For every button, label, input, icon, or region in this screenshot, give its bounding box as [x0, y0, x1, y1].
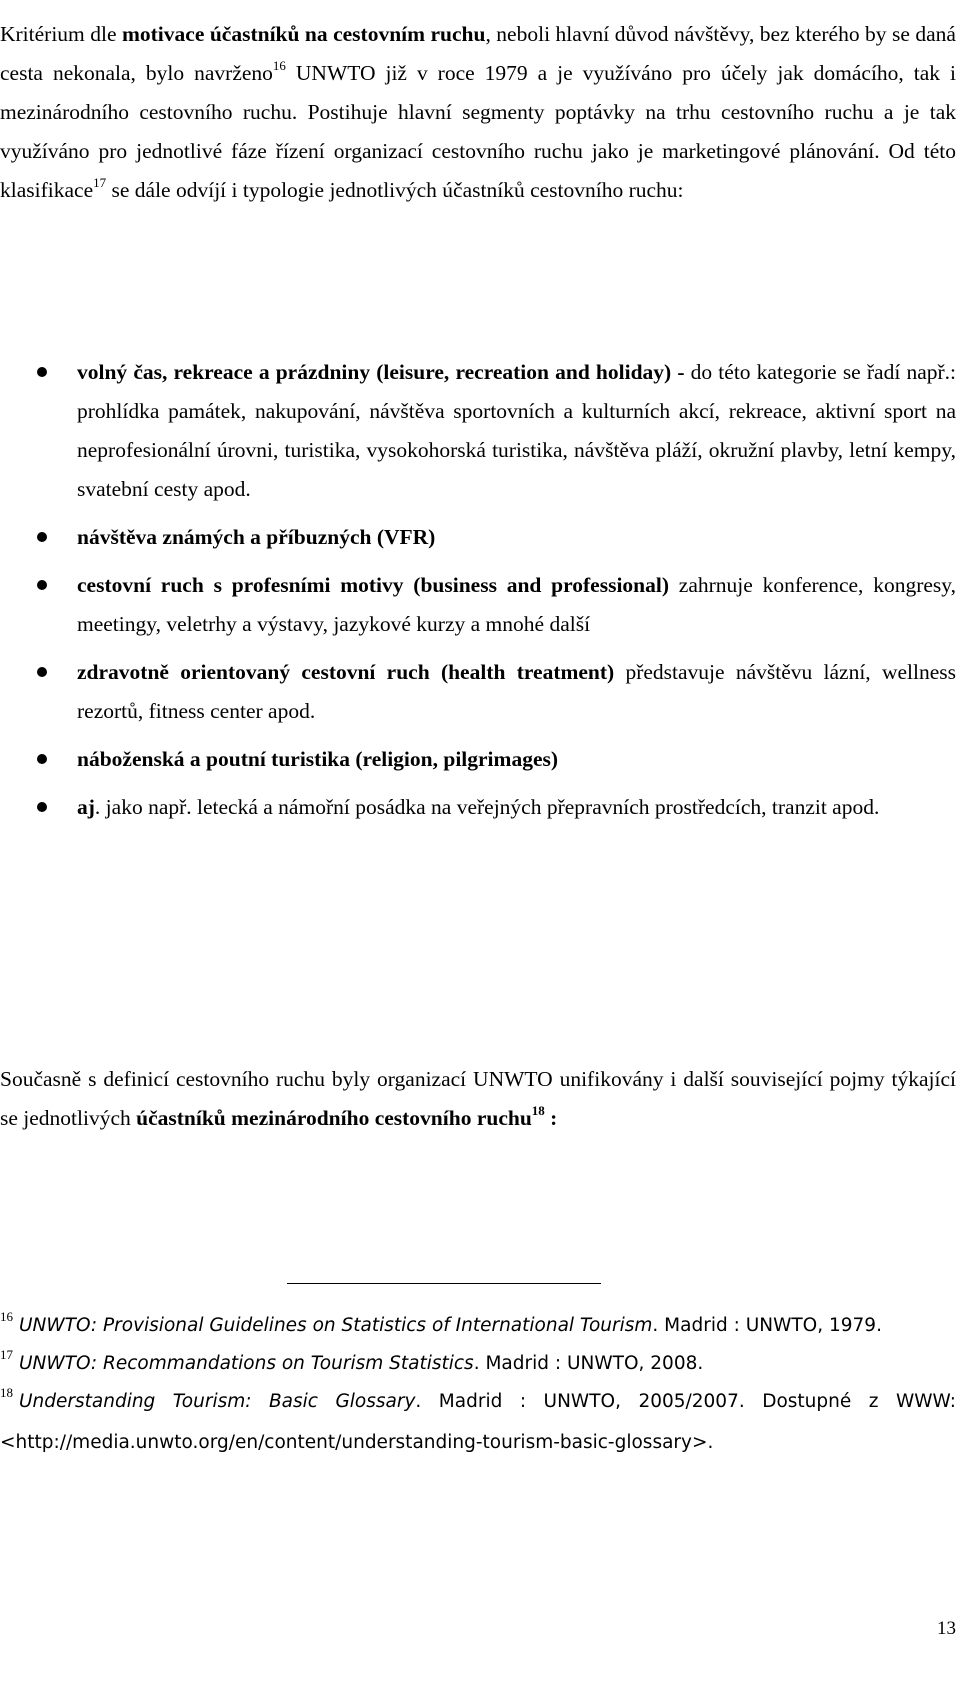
footnotes	[0, 1306, 956, 1460]
footnote-number: 18	[0, 1385, 13, 1400]
footnote-title: UNWTO: Recommandations on Tourism Statistics	[19, 1353, 474, 1374]
bold-term: motivace účastníků na cestovním ruchu	[121, 21, 486, 46]
list-item-bold: návštěva známých a příbuzných (VFR)	[77, 525, 436, 549]
footnote-number: 16	[0, 1309, 13, 1324]
list-item-text: představuje návštěvu lázní, wellness rezortů, fitness center apod.	[77, 660, 956, 723]
bullet-icon	[37, 667, 47, 677]
footnote-18	[0, 1382, 956, 1463]
list-item-bold: volný čas, rekreace a prázdniny (leisure, recreation and holiday) -	[77, 360, 685, 384]
footnote-17	[0, 1344, 956, 1385]
footnote-16	[0, 1306, 956, 1347]
list-item-bold: cestovní ruch s profesními motivy (business and professional)	[77, 573, 670, 597]
footnote-text: . Madrid : UNWTO, 2008.	[473, 1353, 704, 1374]
footnote-text: . Madrid : UNWTO, 1979.	[652, 1315, 882, 1336]
list-item-bold: náboženská a poutní turistika (religion, pilgrimages)	[77, 747, 559, 771]
list-item	[0, 740, 956, 779]
bold-term: :	[544, 1105, 558, 1130]
paragraph-definitions	[0, 1060, 956, 1138]
footnote-text: . Madrid : UNWTO, 2005/2007. Dostupné z WWW: <http://media.unwto.org/en/content/understanding-tourism-basic-glossary>.	[0, 1391, 956, 1453]
text-run: Současně s definicí cestovního ruchu byly organizací UNWTO unifikovány i další související pojmy týkající se jednotlivých	[0, 1066, 956, 1130]
bullet-icon	[37, 532, 47, 542]
footnote-ref-18[interactable]: 18	[531, 1102, 545, 1118]
text-run: Kritérium dle	[0, 21, 122, 46]
text-run: UNWTO již v roce 1979 a je využíváno pro účely jak domácího, tak i mezinárodního cestovního ruchu. Postihuje hlavní segmenty poptávky na trhu cestovního ruchu a je tak využíváno pro jednotlivé fáze řízení organizací cestovního ruchu jako je marketingové plánování. Od této klasifikace	[0, 60, 956, 202]
paragraph-motivation	[0, 15, 956, 210]
bullet-icon	[37, 580, 47, 590]
list-item	[0, 518, 956, 557]
footnote-title: Understanding Tourism: Basic Glossary	[19, 1391, 416, 1412]
footnote-separator	[287, 1283, 601, 1284]
text-run: se dále odvíjí i typologie jednotlivých účastníků cestovního ruchu:	[106, 177, 684, 202]
list-item-bold: aj	[77, 795, 95, 819]
footnote-title: UNWTO: Provisional Guidelines on Statistics of International Tourism	[19, 1315, 653, 1336]
list-item-bold: zdravotně orientovaný cestovní ruch (health treatment)	[77, 660, 615, 684]
bullet-icon	[37, 754, 47, 764]
bullet-list	[0, 353, 956, 836]
footnote-number: 17	[0, 1347, 13, 1362]
footnote-ref-17[interactable]: 17	[93, 174, 107, 190]
list-item	[0, 353, 956, 509]
list-item-text: zahrnuje konference, kongresy, meetingy, veletrhy a výstavy, jazykové kurzy a mnohé další	[77, 573, 956, 636]
list-item	[0, 566, 956, 644]
footnote-ref-16[interactable]: 16	[272, 57, 286, 73]
bold-term: účastníků mezinárodního cestovního ruchu	[136, 1105, 532, 1130]
list-item	[0, 653, 956, 731]
list-item	[0, 788, 956, 827]
list-item-text: . jako např. letecká a námořní posádka na veřejných přepravních prostředcích, tranzit apod.	[94, 795, 880, 819]
page-number: 13	[937, 1618, 956, 1639]
list-item-text: do této kategorie se řadí např.: prohlídka památek, nakupování, návštěva sportovních a kulturních akcí, rekreace, aktivní sport na neprofesionální úrovni, turistika, vysokohorská turistika, návštěva pláží, okružní plavby, letní kempy, svatební cesty apod.	[77, 360, 956, 501]
text-run: , neboli hlavní důvod návštěvy, bez kterého by se daná cesta nekonala, bylo navrženo	[0, 21, 956, 85]
bullet-icon	[37, 802, 47, 812]
bullet-icon	[37, 367, 47, 377]
